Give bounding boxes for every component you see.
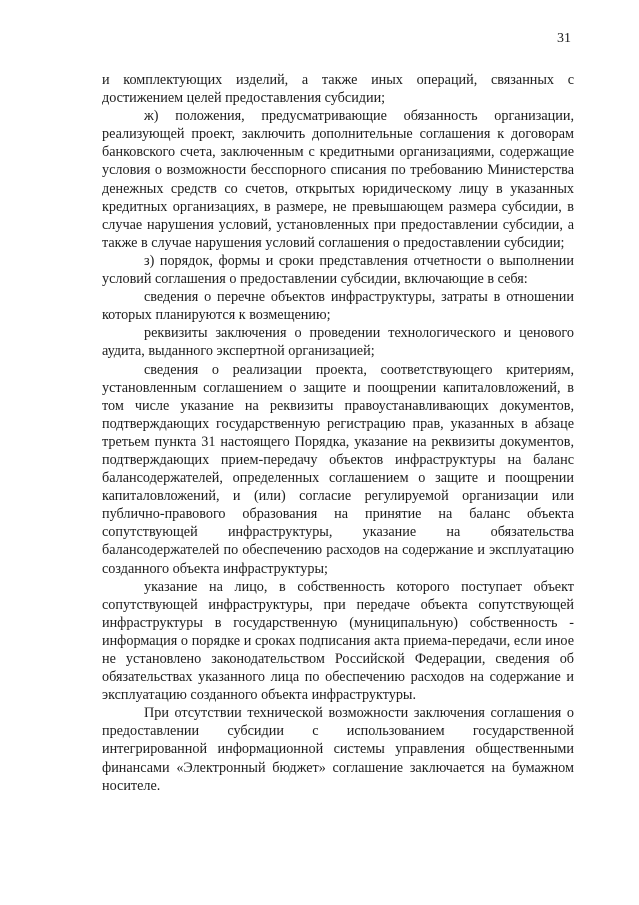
page-number: 31 [557,31,571,46]
paragraph: з) порядок, формы и сроки представления отчетности о выполнении условий соглашения о предоставлении субсидии, включающие в себя: [102,252,574,288]
paragraph: сведения о реализации проекта, соответствующего критериям, установленным соглашением о защите и поощрении капиталовложений, в том числе указание на реквизиты правоустанавливающих документов, подтверждающих государственную регистрацию прав, указанных в абзаце третьем пункта 31 настоящего Порядка, указание на реквизиты документов, подтверждающих прием-передачу объектов инфраструктуры на баланс балансодержателей, определенных соглашением о защите и поощрении капиталовложений, и (или) согласие регулируемой организации или публично-правового образования на принятие на баланс объекта сопутствующей инфраструктуры, указание на обязательства балансодержателей по обеспечению расходов на содержание и эксплуатацию созданного объекта инфраструктуры; [102,361,574,577]
paragraph: сведения о перечне объектов инфраструктуры, затраты в отношении которых планируются к возмещению; [102,289,574,324]
document-body [102,71,574,795]
paragraph: указание на лицо, в собственность которого поступает объект сопутствующей инфраструктуры, при передаче объекта сопутствующей инфраструктуры в государственную (муниципальную) собственность - информация о порядке и сроках подписания акта приема-передачи, если иное не установлено законодательством Российской Федерации, сведения об обязательствах указанного лица по обеспечению расходов на содержание и эксплуатацию созданного объекта инфраструктуры. [102,578,574,704]
paragraph: ж) положения, предусматривающие обязанность организации, реализующей проект, заключить дополнительные соглашения к договорам банковского счета, заключенным с кредитными организациями, содержащие условия о возможности бесспорного списания по требованию Министерства денежных средств со счетов, открытых юридическому лицу в указанных кредитных организациях, в размере, не превышающем размера субсидии, в случае нарушения условий, установленных при предоставлении субсидии, а также в случае нарушения условий соглашения о предоставлении субсидии; [102,108,574,251]
paragraph: реквизиты заключения о проведении технологического и ценового аудита, выданного экспертной организацией; [102,325,574,360]
paragraph: и комплектующих изделий, а также иных операций, связанных с достижением целей предоставления субсидии; [102,72,574,107]
paragraph: При отсутствии технической возможности заключения соглашения о предоставлении субсидии с использованием государственной интегрированной информационной системы управления общественными финансами «Электронный бюджет» соглашение заключается на бумажном носителе. [102,705,574,794]
